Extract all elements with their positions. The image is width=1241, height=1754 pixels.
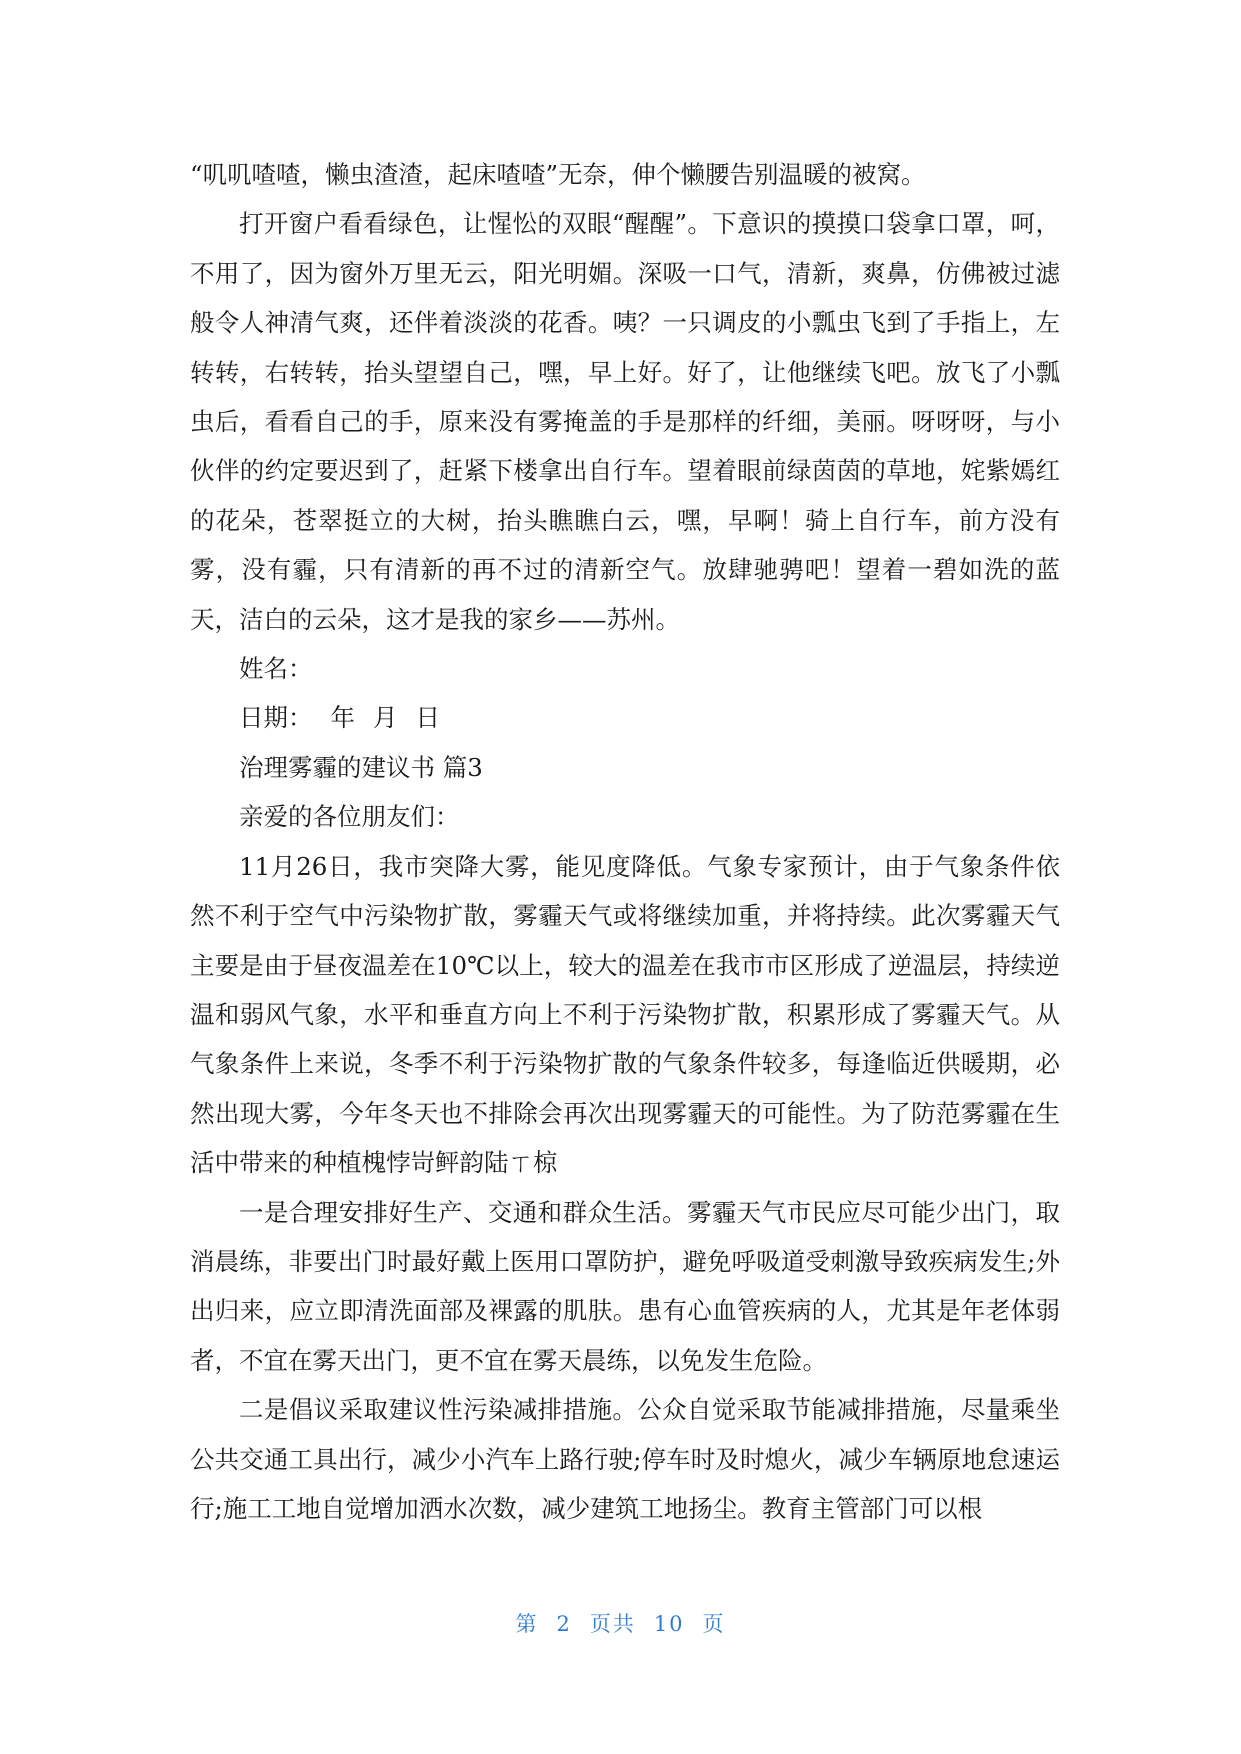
paragraph-fog-report: 11月26日，我市突降大雾，能见度降低。气象专家预计，由于气象条件依然不利于空气中污染物扩散，雾霾天气或将继续加重，并将持续。此次雾霾天气主要是由于昼夜温差在10℃以上，较大的温差在我市市区形成了逆温层，持续逆温和弱风气象，水平和垂直方向上不利于污染物扩散，积累形成了雾霾天气。从气象条件上来说，冬季不利于污染物扩散的气象条件较多，每逢临近供暖期，必然出现大雾，今年冬天也不排除会再次出现雾霾天的可能性。为了防范雾霾在生活中带来的种植槐悖岢鲆韵陆ㄒ椋 xyxy=(190,851,1060,1178)
document-body xyxy=(190,150,1060,1533)
footer-prefix: 第 xyxy=(515,1612,539,1636)
paragraph-proposal-one: 一是合理安排好生产、交通和群众生活。雾霾天气市民应尽可能少出门，取消晨练，非要出门时最好戴上医用口罩防护，避免呼吸道受刺激导致疾病发生;外出归来，应立即清洗面部及裸露的肌肤。患有心血管疾病的人，尤其是年老体弱者，不宜在雾天出门，更不宜在雾天晨练，以免发生危险。 xyxy=(190,1197,1060,1375)
footer-total-pages: 10 xyxy=(653,1612,685,1636)
paragraph-morning-scene: 打开窗户看看绿色，让惺忪的双眼“醒醒”。下意识的摸摸口袋拿口罩，呵，不用了，因为窗外万里无云，阳光明媚。深吸一口气，清新，爽鼻，仿佛被过滤般令人神清气爽，还伴着淡淡的花香。咦？一只调皮的小瓢虫飞到了手指上，左转转，右转转，抬头望望自己，嘿，早上好。好了，让他继续飞吧。放飞了小瓢虫后，看看自己的手，原来没有雾掩盖的手是那样的纤细，美丽。呀呀呀，与小伙伴的约定要迟到了，赶紧下楼拿出自行车。望着眼前绿茵茵的草地，姹紫嫣红的花朵，苍翠挺立的大树，抬头瞧瞧白云，嘿，早啊！骑上自行车，前方没有雾，没有霾，只有清新的再不过的清新空气。放肆驰骋吧！望着一碧如洗的蓝天，洁白的云朵，这才是我的家乡——苏州。 xyxy=(190,209,1060,634)
footer-suffix: 页 xyxy=(702,1612,726,1636)
paragraph-proposal-two: 二是倡议采取建议性污染减排措施。公众自觉采取节能减排措施，尽量乘坐公共交通工具出行，减少小汽车上路行驶;停车时及时熄火，减少车辆原地怠速运行;施工工地自觉增加洒水次数，减少建筑工地扬尘。教育主管部门可以根 xyxy=(190,1395,1060,1523)
date-year: 年 xyxy=(330,703,355,733)
footer-current-page: 2 xyxy=(556,1612,572,1636)
greeting: 亲爱的各位朋友们： xyxy=(239,802,460,832)
paragraph-wake-up: “叽叽喳喳，懒虫渣渣，起床喳喳”无奈，伸个懒腰告别温暖的被窝。 xyxy=(190,160,926,189)
page-number-footer xyxy=(0,1608,1241,1638)
date-label: 日期： xyxy=(239,703,313,733)
date-month: 月 xyxy=(373,703,398,733)
name-field: 姓名： xyxy=(239,654,313,684)
date-day: 日 xyxy=(415,703,440,733)
footer-middle: 页共 xyxy=(589,1612,636,1636)
section-title: 治理雾霾的建议书 篇3 xyxy=(239,752,483,782)
date-field xyxy=(190,693,1060,742)
